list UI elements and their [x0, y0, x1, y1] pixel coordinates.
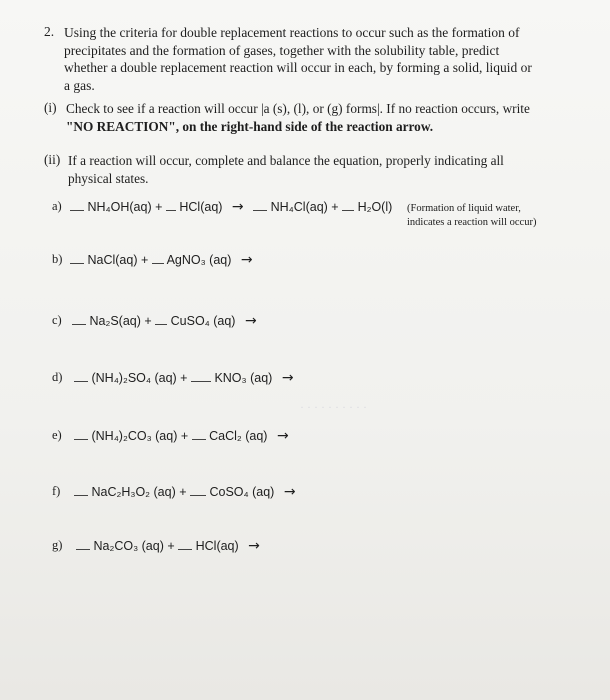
answer-blank[interactable]	[192, 429, 206, 440]
product-1: NH₄Cl(aq) +	[270, 200, 339, 214]
arrow-icon: →	[240, 252, 253, 268]
reactant-1: NaCl(aq) +	[87, 253, 149, 267]
equation-letter: d)	[52, 370, 63, 384]
answer-blank[interactable]	[74, 485, 88, 496]
equation-letter: a)	[52, 199, 62, 213]
reactant-2: CoSO₄ (aq)	[209, 485, 275, 499]
reactant-1: (NH₄)₂CO₃ (aq) +	[91, 429, 189, 443]
note-line: (Formation of liquid water,	[407, 203, 521, 214]
answer-blank[interactable]	[155, 314, 167, 325]
answer-blank[interactable]	[70, 253, 84, 264]
note-a	[407, 202, 536, 230]
part-ii-numeral: (ii)	[44, 152, 61, 167]
part-ii-line: physical states.	[68, 170, 149, 186]
arrow-icon: →	[281, 370, 294, 386]
equation-letter: b)	[52, 252, 63, 266]
answer-blank[interactable]	[190, 485, 206, 496]
question-line: whether a double replacement reaction will occur in each, by forming a solid, liquid or	[64, 60, 532, 75]
reactant-2: AgNO₃ (aq)	[166, 253, 232, 267]
answer-blank[interactable]	[74, 371, 88, 382]
answer-blank[interactable]	[253, 200, 267, 211]
answer-blank[interactable]	[191, 371, 211, 382]
question-line: a gas.	[64, 77, 95, 93]
equation-c	[72, 313, 257, 329]
reactant-1: (NH₄)₂SO₄ (aq) +	[91, 371, 188, 385]
reactant-1: NH₄OH(aq) +	[87, 200, 163, 214]
question-number: 2.	[44, 24, 55, 39]
arrow-icon: →	[283, 484, 296, 500]
equation-a	[70, 199, 392, 215]
equation-g	[76, 538, 260, 554]
reactant-2: HCl(aq)	[179, 200, 223, 214]
reactant-1: NaC₂H₃O₂ (aq) +	[91, 485, 187, 499]
equation-letter: g)	[52, 538, 63, 552]
answer-blank[interactable]	[74, 429, 88, 440]
note-line: indicates a reaction will occur)	[407, 217, 537, 228]
arrow-icon: →	[276, 428, 289, 444]
product-2: H₂O(l)	[357, 200, 393, 214]
part-ii-line: If a reaction will occur, complete and balance the equation, properly indicating all	[68, 153, 504, 168]
bleed-through-decor: · · · · · · · · · ·	[300, 400, 367, 414]
equation-letter: c)	[52, 313, 62, 327]
part-i-numeral: (i)	[44, 100, 57, 115]
equation-f	[74, 484, 296, 500]
equation-letter: f)	[52, 484, 61, 498]
reactant-2: HCl(aq)	[195, 539, 239, 553]
part-i-line: "NO REACTION", on the right-hand side of the reaction arrow.	[66, 118, 434, 134]
question-text	[64, 24, 544, 94]
part-i-line: Check to see if a reaction will occur |a (s), (l), or (g) forms|. If no reaction occurs, write	[66, 101, 530, 116]
reactant-2: CaCl₂ (aq)	[209, 429, 268, 443]
part-ii-text	[68, 152, 504, 187]
arrow-icon: →	[231, 199, 244, 215]
arrow-icon: →	[248, 538, 260, 554]
answer-blank[interactable]	[70, 200, 84, 211]
reactant-1: Na₂CO₃ (aq) +	[93, 539, 175, 553]
arrow-icon: →	[244, 313, 257, 329]
answer-blank[interactable]	[152, 253, 164, 264]
answer-blank[interactable]	[178, 539, 192, 550]
answer-blank[interactable]	[72, 314, 86, 325]
part-i-text	[66, 100, 530, 135]
equation-d	[74, 370, 294, 386]
equation-b	[70, 252, 253, 268]
reactant-2: KNO₃ (aq)	[214, 371, 273, 385]
answer-blank[interactable]	[166, 200, 176, 211]
answer-blank[interactable]	[342, 200, 354, 211]
question-line: precipitates and the formation of gases, together with the solubility table, predict	[64, 42, 500, 58]
reactant-1: Na₂S(aq) +	[89, 314, 152, 328]
equation-e	[74, 428, 289, 444]
answer-blank[interactable]	[76, 539, 90, 550]
equation-letter: e)	[52, 428, 62, 442]
question-line: Using the criteria for double replacement reactions to occur such as the formation of	[64, 25, 520, 40]
reactant-2: CuSO₄ (aq)	[170, 314, 236, 328]
